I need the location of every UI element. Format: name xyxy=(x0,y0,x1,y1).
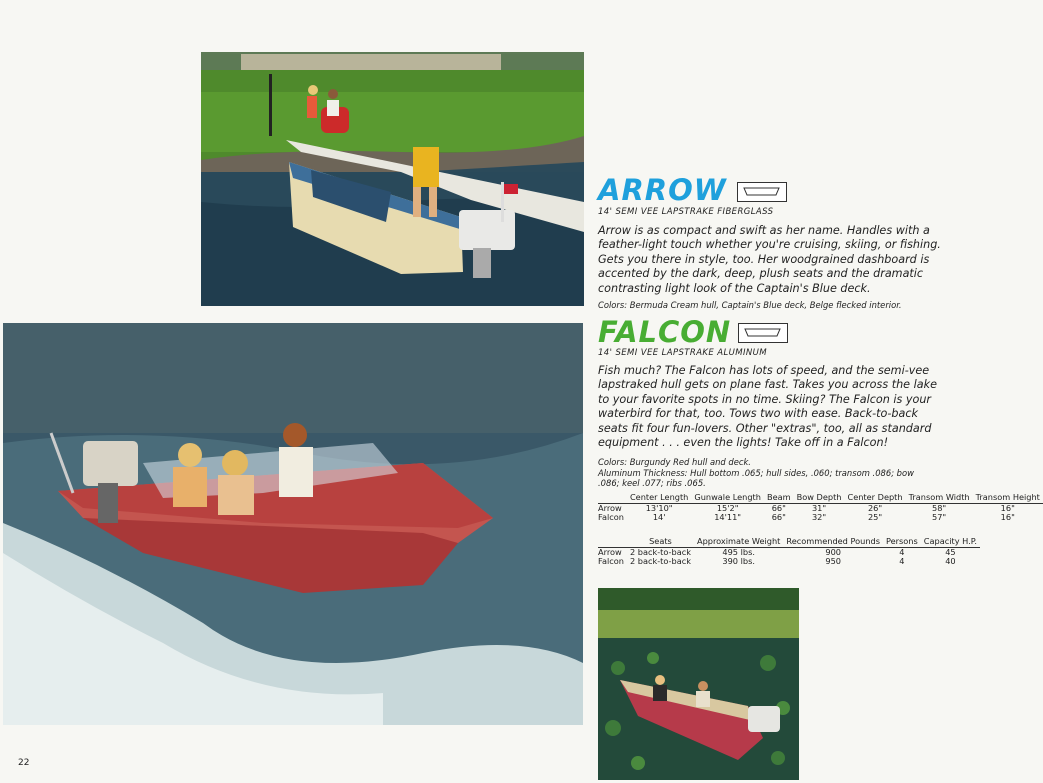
table-header-row xyxy=(598,537,980,548)
specs-table-dimensions xyxy=(598,493,1043,523)
table-cell: Falcon xyxy=(598,556,624,567)
table-header: Seats xyxy=(627,537,694,548)
table-cell: 2 back-to-back xyxy=(629,547,691,558)
table-cell: 900 xyxy=(825,547,842,558)
table-cell: 66" xyxy=(771,503,786,514)
table-cell: 4 xyxy=(899,556,905,567)
table-cell: 13'10" xyxy=(645,503,673,514)
falcon-boat-photo xyxy=(3,323,583,725)
table-row xyxy=(598,557,980,566)
table-cell: 390 lbs. xyxy=(722,556,755,567)
table-cell: 495 lbs. xyxy=(722,547,755,558)
table-header-row xyxy=(598,493,1043,504)
arrow-title: ARROW xyxy=(598,173,727,207)
arrow-boat-photo xyxy=(201,52,584,306)
hull-profile-icon xyxy=(738,323,788,343)
falcon-specs-notes xyxy=(598,457,938,489)
table-cell: Arrow xyxy=(598,503,622,514)
table-header: Center Depth xyxy=(844,493,905,504)
table-cell: Arrow xyxy=(598,547,622,558)
table-cell: Falcon xyxy=(598,512,624,523)
table-header: Approximate Weight xyxy=(694,537,783,548)
table-cell: 15'2" xyxy=(716,503,739,514)
falcon-title: FALCON xyxy=(598,315,732,349)
table-header: Beam xyxy=(764,493,794,504)
falcon-colors: Colors: Burgundy Red hull and deck. xyxy=(598,457,751,467)
falcon-lily-pads-photo xyxy=(598,588,799,780)
table-cell: 25" xyxy=(867,512,883,523)
table-header: Transom Width xyxy=(906,493,973,504)
hull-profile-icon xyxy=(737,182,787,202)
table-cell: 45 xyxy=(945,547,956,558)
table-cell: 66" xyxy=(771,512,786,523)
table-cell: 32" xyxy=(811,512,827,523)
table-cell: 16" xyxy=(1000,503,1015,514)
table-header: Gunwale Length xyxy=(691,493,764,504)
table-cell: 16" xyxy=(1000,512,1015,523)
table-row xyxy=(598,513,1043,522)
table-cell: 57" xyxy=(932,512,947,523)
table-cell: 40 xyxy=(945,556,956,567)
page-number: 22 xyxy=(18,758,30,768)
table-header: Center Length xyxy=(627,493,691,504)
table-cell: 14' xyxy=(652,512,666,523)
table-header: Persons xyxy=(883,537,921,548)
table-header: Bow Depth xyxy=(794,493,845,504)
table-header xyxy=(598,493,627,504)
specs-table-capacity xyxy=(598,537,980,567)
table-cell: 2 back-to-back xyxy=(629,556,691,567)
table-header: Transom Height xyxy=(973,493,1043,504)
table-cell: 14'11" xyxy=(714,512,742,523)
table-cell: 26" xyxy=(867,503,883,514)
falcon-subtitle: 14' SEMI VEE LAPSTRAKE ALUMINUM xyxy=(598,348,767,358)
table-cell: 31" xyxy=(811,503,827,514)
falcon-description: Fish much? The Falcon has lots of speed, and the semi-vee lapstraked hull gets on plane fast. Takes you across the lake to your favorite spots in no time. Skiing? The Falcon is your waterbird for that, too. Tows two with ease. Back-to-back seats fit four fun-lovers. Other "extras", too, all as standard equipment . . . even the lights! Take off in a Falcon! xyxy=(598,364,937,450)
table-cell: 950 xyxy=(825,556,842,567)
falcon-aluminum-thickness: Aluminum Thickness: Hull bottom .065; hull sides, .060; transom .086; bow .086; keel .077; ribs .065. xyxy=(598,467,914,488)
arrow-colors: Colors: Bermuda Cream hull, Captain's Blue deck, Belge flecked interior. xyxy=(598,300,902,310)
arrow-description: Arrow is as compact and swift as her name. Handles with a feather-light touch whether you're cruising, skiing, or fishing. Gets you there in style, too. Her woodgrained dashboard is accented by the dark, deep, plush seats and the dramatic contrasting light look of the Captain's Blue deck. xyxy=(598,224,941,295)
table-header xyxy=(598,537,627,548)
table-cell: 4 xyxy=(899,547,905,558)
table-header: Capacity H.P. xyxy=(921,537,980,548)
arrow-subtitle: 14' SEMI VEE LAPSTRAKE FIBERGLASS xyxy=(598,207,774,217)
table-header: Recommended Pounds xyxy=(783,537,883,548)
table-cell: 58" xyxy=(932,503,947,514)
